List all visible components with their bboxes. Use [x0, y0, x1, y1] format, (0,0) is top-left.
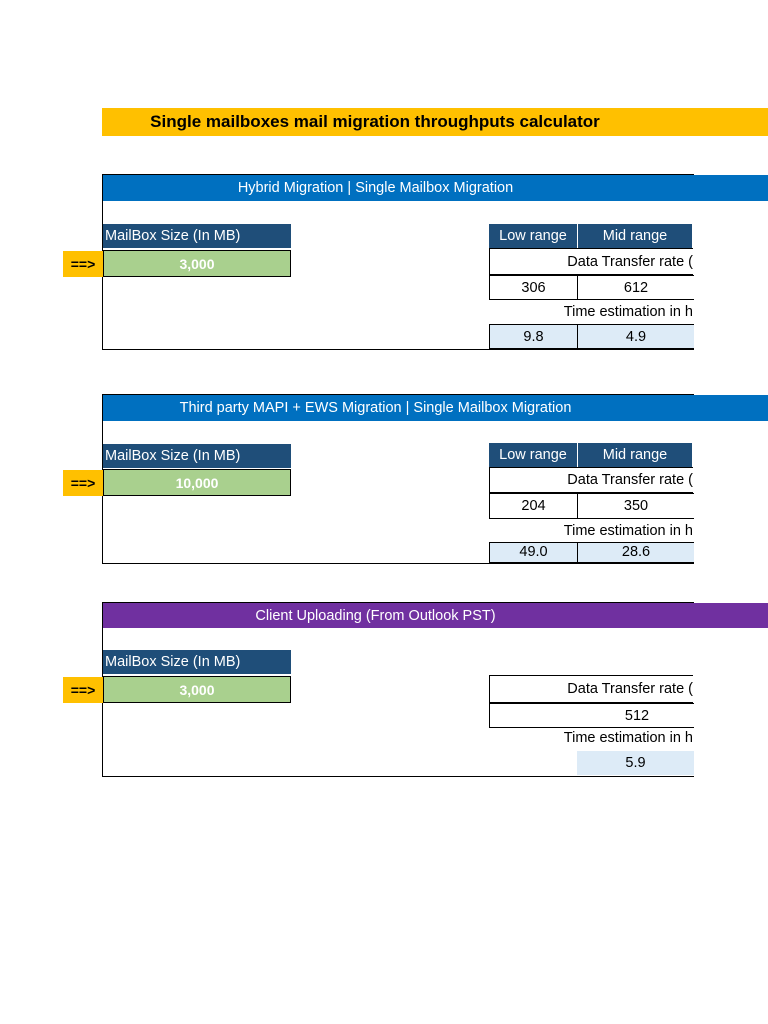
- hybrid-input-arrow: ==>: [63, 251, 103, 277]
- client-size-input[interactable]: 3,000: [103, 676, 291, 703]
- hybrid-size-label: MailBox Size (In MB): [103, 224, 291, 248]
- page-title: Single mailboxes mail migration throughputs calculator: [102, 108, 768, 136]
- hybrid-size-input[interactable]: 3,000: [103, 250, 291, 277]
- client-rate-label-cell: Data Transfer rate (: [489, 675, 693, 703]
- hybrid-time-low: 9.8: [489, 324, 578, 349]
- thirdparty-time-low: 49.0: [489, 542, 578, 563]
- hybrid-section-header: Hybrid Migration | Single Mailbox Migration: [103, 175, 768, 201]
- hybrid-mid-range-header: Mid range: [577, 224, 692, 248]
- client-time-value: 5.9: [577, 751, 694, 775]
- client-time-label: Time estimation in h: [563, 730, 693, 746]
- thirdparty-low-range-header: Low range: [489, 443, 577, 467]
- thirdparty-rate-low: 204: [489, 493, 578, 519]
- thirdparty-section-header: Third party MAPI + EWS Migration | Single Mailbox Migration: [103, 395, 768, 421]
- thirdparty-input-arrow: ==>: [63, 470, 103, 496]
- hybrid-low-range-header: Low range: [489, 224, 577, 248]
- client-rate-value: 512: [489, 703, 694, 728]
- thirdparty-time-label: Time estimation in h: [563, 522, 693, 539]
- hybrid-rate-mid: 612: [577, 275, 694, 300]
- hybrid-rate-low: 306: [489, 275, 578, 300]
- hybrid-time-mid: 4.9: [577, 324, 694, 349]
- client-input-arrow: ==>: [63, 677, 103, 703]
- thirdparty-rate-label-cell: Data Transfer rate (: [489, 467, 693, 493]
- thirdparty-time-mid: 28.6: [577, 542, 694, 563]
- client-size-label: MailBox Size (In MB): [103, 650, 291, 674]
- thirdparty-size-input[interactable]: 10,000: [103, 469, 291, 496]
- client-section-header: Client Uploading (From Outlook PST): [103, 603, 768, 628]
- hybrid-rate-label-cell: Data Transfer rate (: [489, 248, 693, 275]
- thirdparty-rate-mid: 350: [577, 493, 694, 519]
- thirdparty-size-label: MailBox Size (In MB): [103, 444, 291, 468]
- hybrid-time-label: Time estimation in h: [563, 304, 693, 320]
- thirdparty-mid-range-header: Mid range: [577, 443, 692, 467]
